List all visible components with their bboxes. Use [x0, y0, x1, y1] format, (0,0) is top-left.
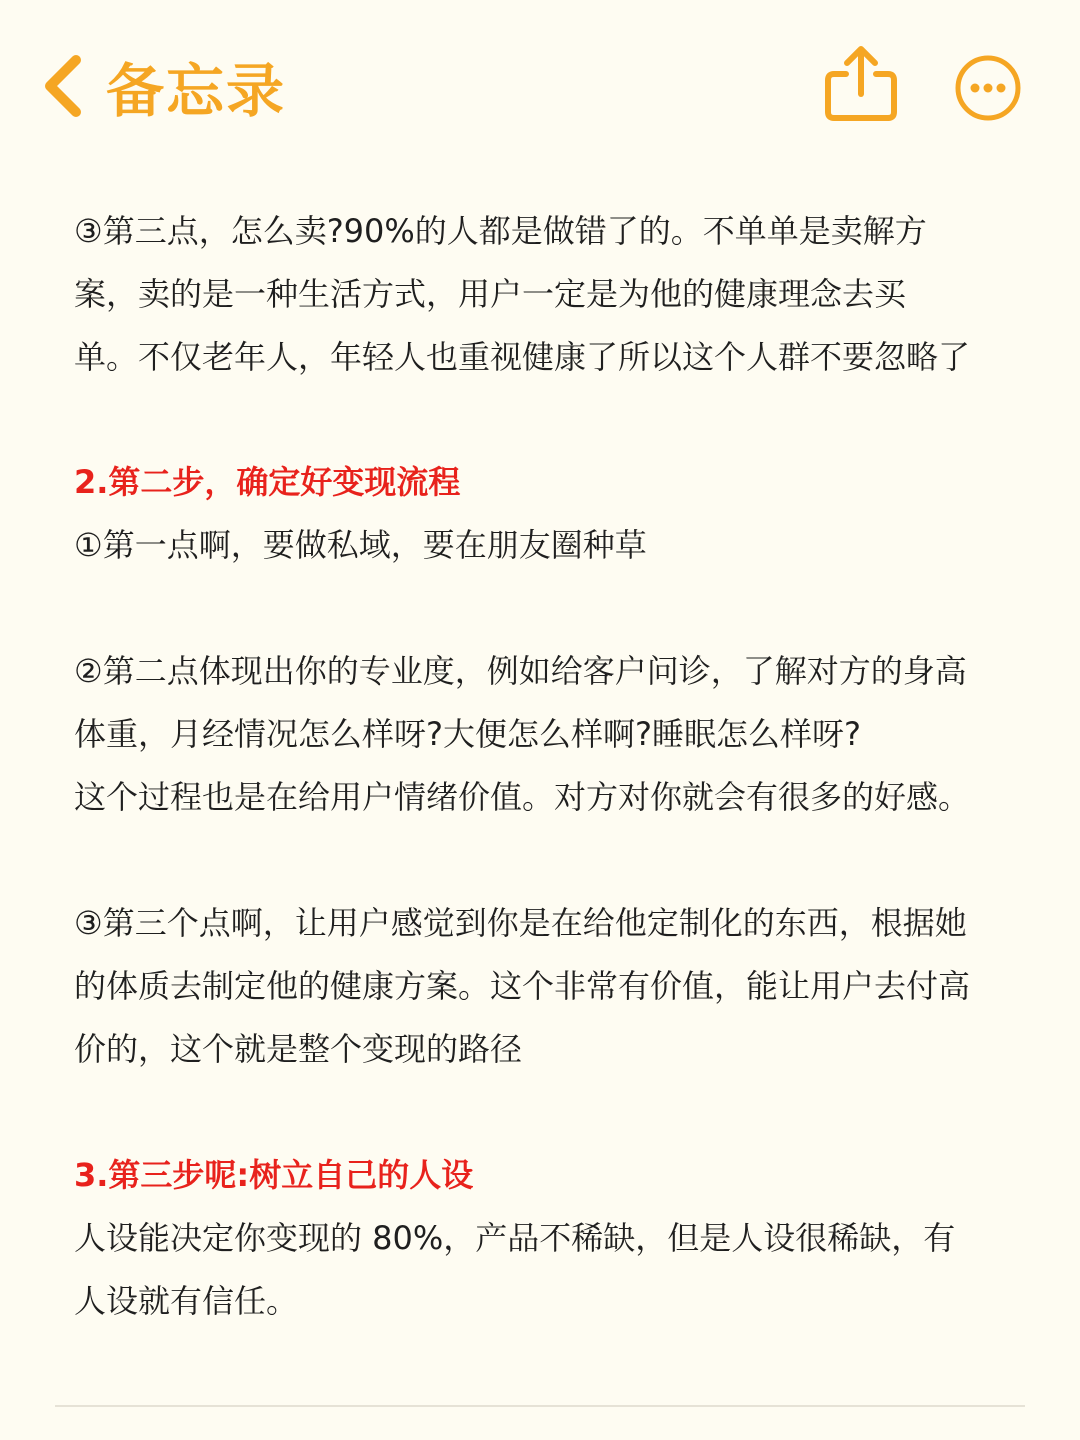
share-icon	[820, 42, 902, 124]
note-line: 案，卖的是一种生活方式，用户一定是为他的健康理念去买	[74, 275, 907, 313]
chevron-left-icon	[40, 54, 86, 118]
note-line: ③第三个点啊，让用户感觉到你是在给他定制化的东西，根据她	[74, 904, 967, 942]
share-button[interactable]	[820, 42, 902, 124]
note-line: 价的，这个就是整个变现的路径	[74, 1030, 523, 1068]
bottom-divider	[55, 1405, 1025, 1407]
note-line: 人设就有信任。	[74, 1282, 299, 1320]
note-line: 人设能决定你变现的 80%，产品不稀缺，但是人设很稀缺，有	[74, 1219, 956, 1257]
note-line: ①第一点啊，要做私域，要在朋友圈种草	[74, 526, 647, 564]
section-heading-2: 2.第二步，确定好变现流程	[74, 463, 461, 501]
blank-line	[74, 829, 1014, 892]
note-line: ③第三点，怎么卖?90%的人都是做错了的。不单单是卖解方	[74, 212, 927, 250]
note-line: ②第二点体现出你的专业度，例如给客户问诊，了解对方的身高	[74, 652, 967, 690]
note-line: 单。不仅老年人，年轻人也重视健康了所以这个人群不要忽略了	[74, 338, 971, 376]
note-body[interactable]	[74, 200, 1014, 1333]
back-button[interactable]	[40, 46, 300, 126]
navigation-bar	[0, 0, 1080, 170]
blank-line	[74, 389, 1014, 451]
section-heading-3: 3.第三步呢:树立自己的人设	[74, 1156, 474, 1194]
more-button[interactable]	[954, 54, 1022, 122]
more-icon	[954, 54, 1022, 122]
note-line: 体重，月经情况怎么样呀?大便怎么样啊?睡眠怎么样呀?	[74, 715, 861, 753]
back-label: 备忘录	[106, 57, 287, 125]
blank-line	[74, 577, 1014, 640]
blank-line	[74, 1081, 1014, 1144]
note-line: 的体质去制定他的健康方案。这个非常有价值，能让用户去付高	[74, 967, 971, 1005]
note-line: 这个过程也是在给用户情绪价值。对方对你就会有很多的好感。	[74, 778, 971, 816]
